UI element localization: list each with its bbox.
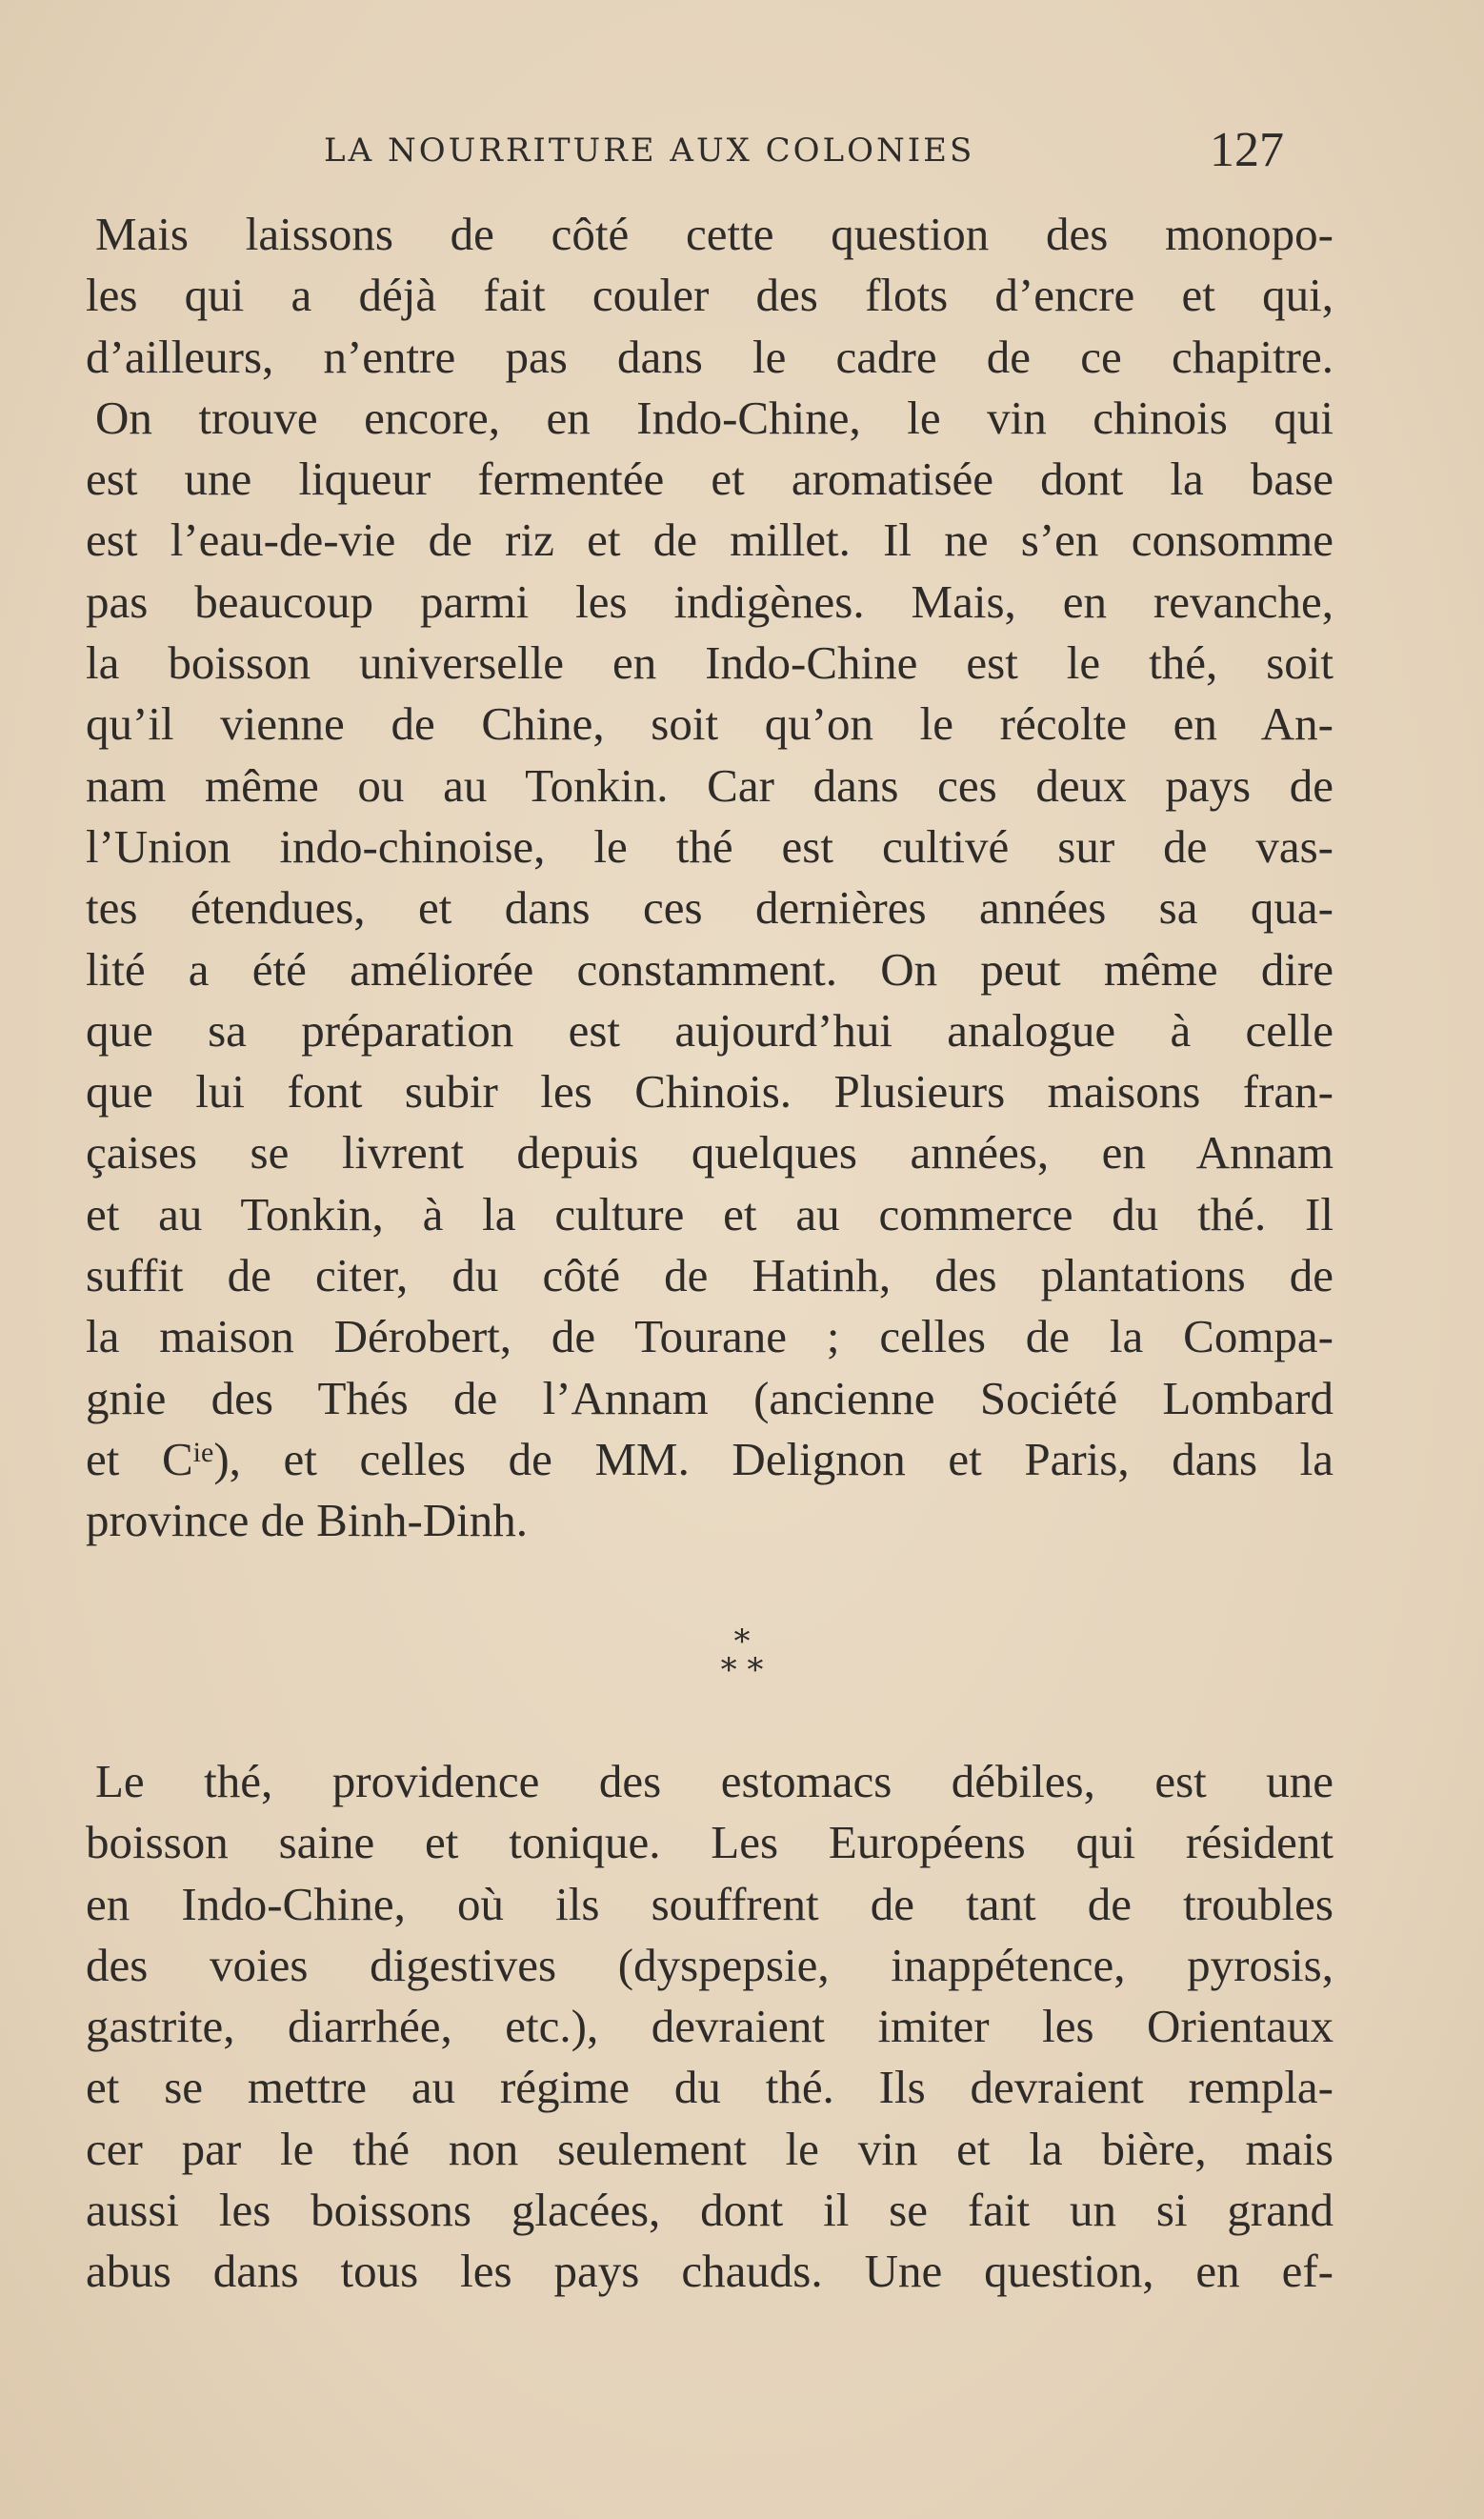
- text-line: çaises se livrent depuis quelques années, en Annam: [86, 1126, 1334, 1179]
- running-header: [0, 122, 1484, 179]
- paragraph-tea-indochina: [86, 204, 1334, 1552]
- text-line: suffit de citer, du côté de Hatinh, des plantations de: [86, 1249, 1334, 1302]
- text-line: la maison Dérobert, de Tourane ; celles de la Compa-: [86, 1310, 1334, 1363]
- text-line: lité a été améliorée constamment. On peut même dire: [86, 942, 1334, 996]
- page-number: 127: [1210, 123, 1284, 177]
- text-line: la boisson universelle en Indo-Chine est le thé, soit: [86, 636, 1334, 690]
- asterism-top: *: [733, 1622, 751, 1661]
- text-line: nam même ou au Tonkin. Car dans ces deux pays de: [86, 758, 1334, 812]
- text-line: On trouve encore, en Indo-Chine, le vin chinois qui: [95, 391, 1334, 444]
- text-line: et se mettre au régime du thé. Ils devraient rempla-: [86, 2061, 1334, 2114]
- running-title: LA NOURRITURE AUX COLONIES: [324, 131, 975, 170]
- cie-suffix: ), et celles de MM. Delignon et Paris, dans la: [213, 1432, 1334, 1485]
- section-break-asterism: [0, 1622, 1484, 1689]
- text-line: gastrite, diarrhée, etc.), devraient imiter les Orientaux: [86, 2000, 1334, 2053]
- text-line: et au Tonkin, à la culture et au commerce du thé. Il: [86, 1187, 1334, 1240]
- text-line: est une liqueur fermentée et aromatisée dont la base: [86, 453, 1334, 506]
- text-line: province de Binh-Dinh.: [86, 1494, 529, 1547]
- asterism-bottom: * *: [720, 1651, 764, 1689]
- text-line-cie: [86, 1429, 1334, 1490]
- text-line: les qui a déjà fait couler des flots d’encre et qui,: [86, 269, 1334, 322]
- text-line: que sa préparation est aujourd’hui analogue à celle: [86, 1003, 1334, 1057]
- text-line: en Indo-Chine, où ils souffrent de tant de troubles: [86, 1877, 1334, 1930]
- text-line: aussi les boissons glacées, dont il se fait un si grand: [86, 2184, 1334, 2237]
- text-line: qu’il vienne de Chine, soit qu’on le récolte en An-: [86, 697, 1334, 751]
- cie-superscript: ie: [192, 1436, 214, 1468]
- text-line: gnie des Thés de l’Annam (ancienne Société Lombard: [86, 1371, 1334, 1424]
- text-line: que lui font subir les Chinois. Plusieurs maisons fran-: [86, 1065, 1334, 1118]
- text-line: Le thé, providence des estomacs débiles, est une: [95, 1755, 1334, 1807]
- text-line: abus dans tous les pays chauds. Une question, en ef-: [86, 2245, 1334, 2298]
- text-line: pas beaucoup parmi les indigènes. Mais, en revanche,: [86, 574, 1334, 628]
- text-line: cer par le thé non seulement le vin et la bière, mais: [86, 2122, 1334, 2175]
- text-line: tes étendues, et dans ces dernières années sa qua-: [86, 881, 1334, 935]
- cie-prefix: et C: [86, 1432, 193, 1485]
- text-line: boisson saine et tonique. Les Européens qui résident: [86, 1816, 1334, 1869]
- text-line: Mais laissons de côté cette question des monopo-: [95, 208, 1334, 260]
- paragraph-tea-health: [86, 1751, 1334, 2303]
- text-line: d’ailleurs, n’entre pas dans le cadre de ce chapitre.: [86, 330, 1334, 383]
- text-line: est l’eau-de-vie de riz et de millet. Il ne s’en consomme: [86, 514, 1334, 567]
- text-line: l’Union indo-chinoise, le thé est cultivé sur de vas-: [86, 819, 1334, 873]
- text-line: des voies digestives (dyspepsie, inappétence, pyrosis,: [86, 1938, 1334, 1991]
